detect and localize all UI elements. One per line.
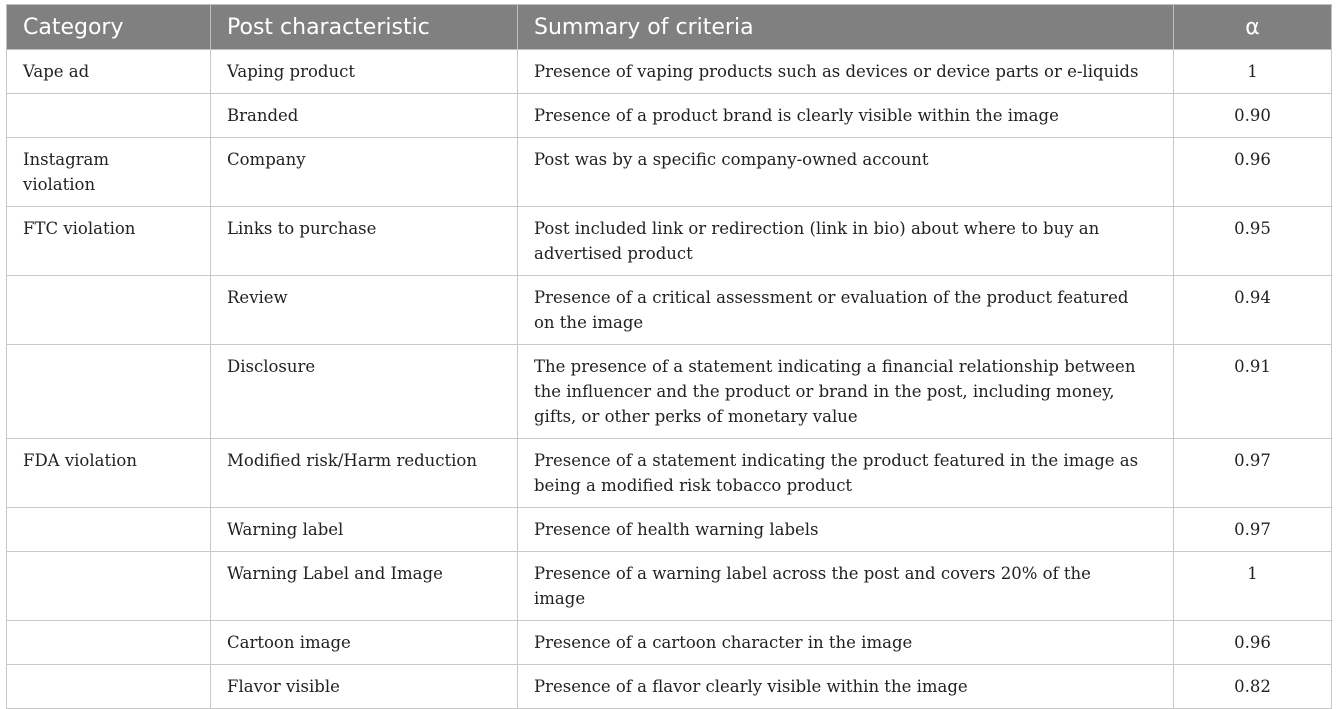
cell-category: FTC violation [7, 207, 211, 276]
header-characteristic: Post characteristic [211, 5, 518, 50]
cell-summary: Presence of a cartoon character in the image [518, 621, 1174, 665]
cell-category [7, 94, 211, 138]
cell-characteristic: Company [211, 138, 518, 207]
table-row [7, 621, 1332, 665]
table-row [7, 508, 1332, 552]
cell-category [7, 276, 211, 345]
cell-alpha: 0.91 [1174, 345, 1332, 439]
cell-category: FDA violation [7, 439, 211, 508]
cell-summary: The presence of a statement indicating a financial relationship between the influencer and the product or brand in the post, including money, gifts, or other perks of monetary value [518, 345, 1174, 439]
cell-characteristic: Links to purchase [211, 207, 518, 276]
cell-alpha: 0.94 [1174, 276, 1332, 345]
cell-characteristic: Cartoon image [211, 621, 518, 665]
cell-characteristic: Warning label [211, 508, 518, 552]
header-category: Category [7, 5, 211, 50]
header-row [7, 5, 1332, 50]
cell-alpha: 1 [1174, 50, 1332, 94]
cell-summary: Presence of a critical assessment or evaluation of the product featured on the image [518, 276, 1174, 345]
table-row [7, 439, 1332, 508]
criteria-table [6, 4, 1332, 709]
cell-summary: Presence of vaping products such as devices or device parts or e-liquids [518, 50, 1174, 94]
cell-alpha: 0.82 [1174, 665, 1332, 709]
table-row [7, 207, 1332, 276]
table-row [7, 94, 1332, 138]
header-alpha: α [1174, 5, 1332, 50]
table-row [7, 276, 1332, 345]
cell-category [7, 552, 211, 621]
cell-characteristic: Vaping product [211, 50, 518, 94]
table-row [7, 345, 1332, 439]
cell-alpha: 0.90 [1174, 94, 1332, 138]
cell-characteristic: Review [211, 276, 518, 345]
cell-alpha: 1 [1174, 552, 1332, 621]
cell-characteristic: Warning Label and Image [211, 552, 518, 621]
cell-category [7, 508, 211, 552]
cell-characteristic: Modified risk/Harm reduction [211, 439, 518, 508]
table-row [7, 665, 1332, 709]
cell-summary: Presence of health warning labels [518, 508, 1174, 552]
cell-summary: Presence of a statement indicating the product featured in the image as being a modified risk tobacco product [518, 439, 1174, 508]
table-row [7, 552, 1332, 621]
table-row [7, 50, 1332, 94]
cell-alpha: 0.97 [1174, 508, 1332, 552]
cell-summary: Post included link or redirection (link in bio) about where to buy an advertised product [518, 207, 1174, 276]
cell-summary: Post was by a specific company-owned account [518, 138, 1174, 207]
cell-category [7, 621, 211, 665]
cell-characteristic: Branded [211, 94, 518, 138]
cell-category [7, 345, 211, 439]
cell-characteristic: Disclosure [211, 345, 518, 439]
cell-alpha: 0.96 [1174, 138, 1332, 207]
table-row [7, 138, 1332, 207]
cell-category: Instagram violation [7, 138, 211, 207]
cell-alpha: 0.95 [1174, 207, 1332, 276]
cell-category: Vape ad [7, 50, 211, 94]
cell-characteristic: Flavor visible [211, 665, 518, 709]
cell-summary: Presence of a flavor clearly visible within the image [518, 665, 1174, 709]
cell-alpha: 0.97 [1174, 439, 1332, 508]
cell-summary: Presence of a product brand is clearly visible within the image [518, 94, 1174, 138]
cell-alpha: 0.96 [1174, 621, 1332, 665]
cell-summary: Presence of a warning label across the post and covers 20% of the image [518, 552, 1174, 621]
cell-category [7, 665, 211, 709]
header-summary: Summary of criteria [518, 5, 1174, 50]
